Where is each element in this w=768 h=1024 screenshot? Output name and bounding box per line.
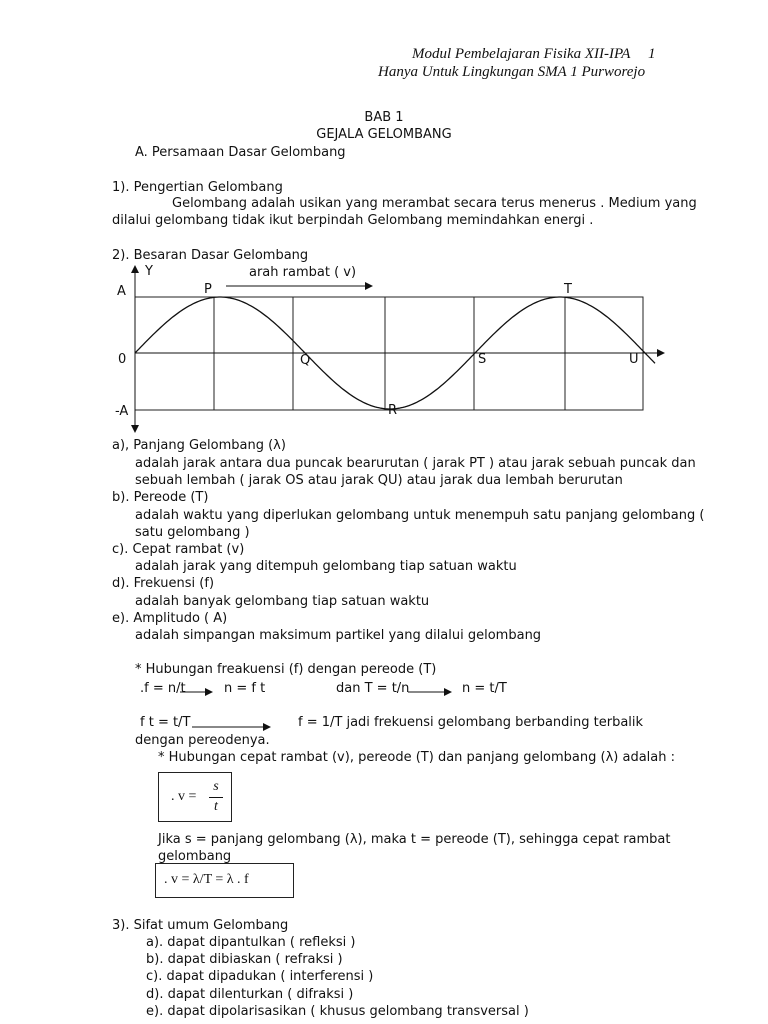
point-t-label: T bbox=[564, 282, 572, 297]
formula-box-v-lambda-f bbox=[155, 863, 294, 898]
direction-label: arah rambat ( v) bbox=[249, 265, 357, 280]
section-1-heading: 1). Pengertian Gelombang bbox=[112, 180, 283, 195]
chapter-number: BAB 1 bbox=[364, 110, 404, 125]
point-u-label: U bbox=[629, 352, 639, 367]
def-a-line-1: adalah jarak antara dua puncak bearurutan ( jarak PT ) atau jarak sebuah puncak dan bbox=[135, 456, 696, 471]
section-2-heading: 2). Besaran Dasar Gelombang bbox=[112, 248, 309, 263]
relation-3-heading: * Hubungan cepat rambat (v), pereode (T) dan panjang gelombang (λ) adalah : bbox=[158, 750, 675, 765]
property-item: e). dapat dipolarisasikan ( khusus gelombang transversal ) bbox=[146, 1004, 529, 1019]
def-d-heading: d). Frekuensi (f) bbox=[112, 576, 215, 591]
relation-2-eq-b: f = 1/T jadi frekuensi gelombang berbanding terbalik bbox=[298, 715, 644, 730]
y-axis-label: Y bbox=[145, 264, 153, 279]
definition-paragraph-line-2: dilalui gelombang tidak ikut berpindah Gelombang memindahkan energi . bbox=[112, 213, 594, 228]
point-p-label: P bbox=[204, 282, 212, 297]
property-item: d). dapat dilenturkan ( difraksi ) bbox=[146, 987, 354, 1002]
section-a-heading: A. Persamaan Dasar Gelombang bbox=[135, 145, 346, 160]
amplitude-label: A bbox=[117, 284, 126, 299]
def-c-heading: c). Cepat rambat (v) bbox=[112, 542, 245, 557]
relation-1-heading: * Hubungan freakuensi (f) dengan pereode (T) bbox=[135, 662, 437, 677]
def-d-line-1: adalah banyak gelombang tiap satuan waktu bbox=[135, 594, 430, 609]
jika-line-1: Jika s = panjang gelombang (λ), maka t = pereode (T), sehingga cepat rambat bbox=[158, 832, 671, 847]
origin-label: 0 bbox=[118, 352, 127, 367]
formula-numerator: s bbox=[213, 779, 219, 794]
relation-1-eq-a: .f = n/t bbox=[140, 681, 186, 696]
formula-box-v-s-over-t bbox=[158, 772, 232, 822]
relation-1-eq-b: n = f t bbox=[224, 681, 266, 696]
page-number: 1 bbox=[648, 46, 656, 62]
relation-2-eq-a: f t = t/T bbox=[140, 715, 191, 730]
property-item: b). dapat dibiaskan ( refraksi ) bbox=[146, 952, 343, 967]
fraction-bar bbox=[209, 797, 223, 798]
def-b-line-2: satu gelombang ) bbox=[135, 525, 250, 540]
def-b-heading: b). Pereode (T) bbox=[112, 490, 209, 505]
neg-amplitude-label: -A bbox=[115, 404, 129, 419]
property-item: c). dapat dipadukan ( interferensi ) bbox=[146, 969, 374, 984]
def-e-heading: e). Amplitudo ( A) bbox=[112, 611, 228, 626]
point-r-label: R bbox=[388, 403, 398, 418]
def-e-line-1: adalah simpangan maksimum partikel yang dilalui gelombang bbox=[135, 628, 542, 643]
chapter-title: GEJALA GELOMBANG bbox=[316, 127, 452, 142]
point-q-label: Q bbox=[300, 353, 311, 368]
formula-v-lambda: . v = λ/T = λ . f bbox=[164, 872, 249, 887]
def-a-line-2: sebuah lembah ( jarak OS atau jarak QU) atau jarak dua lembah berurutan bbox=[135, 473, 623, 488]
point-s-label: S bbox=[478, 352, 487, 367]
def-b-line-1: adalah waktu yang diperlukan gelombang untuk menempuh satu panjang gelombang ( bbox=[135, 508, 705, 523]
formula-lhs: . v = bbox=[171, 789, 197, 804]
relation-2-continuation: dengan pereodenya. bbox=[135, 733, 270, 748]
definition-paragraph-line-1: Gelombang adalah usikan yang merambat secara terus menerus . Medium yang bbox=[172, 196, 697, 211]
relation-1-eq-d: n = t/T bbox=[462, 681, 507, 696]
def-c-line-1: adalah jarak yang ditempuh gelombang tiap satuan waktu bbox=[135, 559, 517, 574]
header-restriction: Hanya Untuk Lingkungan SMA 1 Purworejo bbox=[378, 64, 646, 80]
header-module-title: Modul Pembelajaran Fisika XII-IPA bbox=[412, 46, 631, 62]
section-3-heading: 3). Sifat umum Gelombang bbox=[112, 918, 289, 933]
relation-1-eq-c: dan T = t/n bbox=[336, 681, 410, 696]
property-item: a). dapat dipantulkan ( refleksi ) bbox=[146, 935, 356, 950]
def-a-heading: a), Panjang Gelombang (λ) bbox=[112, 438, 286, 453]
formula-denominator: t bbox=[214, 799, 218, 814]
jika-line-2: gelombang bbox=[158, 849, 232, 864]
